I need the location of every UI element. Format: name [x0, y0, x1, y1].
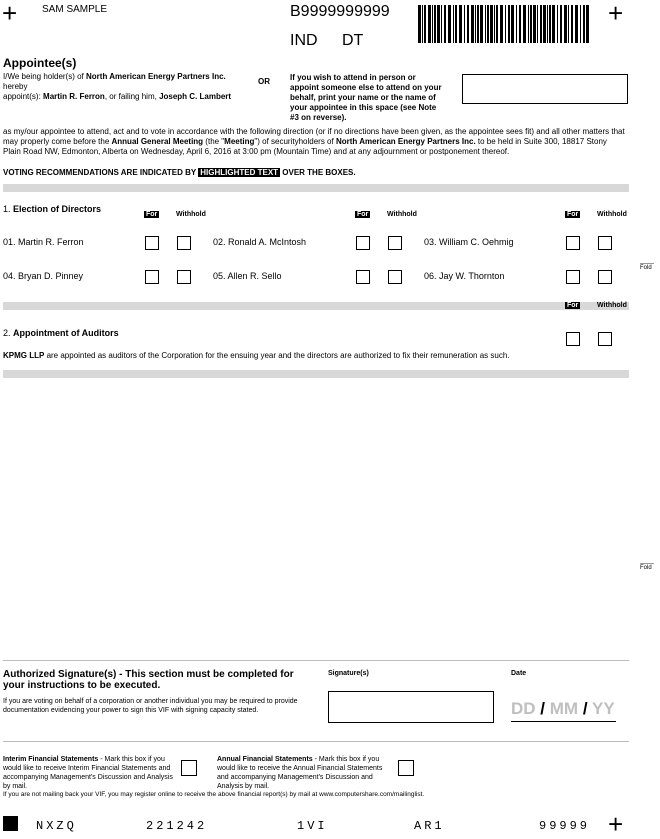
nominee-04-for-checkbox[interactable] [145, 270, 159, 284]
nominee-05-for-checkbox[interactable] [356, 270, 370, 284]
date-label: Date [511, 670, 527, 677]
fold-line-2 [640, 563, 654, 564]
auditors-for-label: For [567, 302, 579, 309]
election-title: 1. Election of Directors [3, 204, 102, 214]
nominee-01-for-checkbox[interactable] [145, 236, 159, 250]
meeting-description: as my/our appointee to attend, act and to vote in accordance with the following direction (or if no directions have been given, as the appointee sees fit) and all other matters that may properly come before the Annual General Meeting (the "Meeting") of securityholders of North American Energy Partners Inc. to be held in Suite 300, 18817 Stony Plain Road NW, Edmonton, Alberta on Wednesday, April 6, 2016 at 3:00 pm (Mountain Time) and at any adjournment or postponement thereof. [3, 127, 625, 156]
signature-input[interactable] [328, 691, 494, 723]
holder-name: SAM SAMPLE [42, 4, 108, 15]
registration-mark-top-left: + [2, 0, 18, 28]
nominee-05-withhold-checkbox[interactable] [388, 270, 402, 284]
nominee-02: 02. Ronald A. McIntosh [213, 237, 307, 247]
interim-financials-checkbox[interactable] [181, 760, 197, 776]
fold-line-1 [640, 263, 654, 264]
auditors-withhold-checkbox[interactable] [598, 332, 612, 346]
nominee-03-for-checkbox[interactable] [566, 236, 580, 250]
footer-code-2: 221242 [146, 819, 208, 833]
nominee-01: 01. Martin R. Ferron [3, 237, 84, 247]
voting-recommendations: VOTING RECOMMENDATIONS ARE INDICATED BY HIGHLIGHTED TEXT OVER THE BOXES. [3, 168, 356, 177]
date-separator-1: / [540, 699, 546, 718]
withhold-label-col1: Withhold [176, 211, 206, 218]
fold-label-1: Fold [640, 265, 652, 271]
nominee-03-withhold-checkbox[interactable] [598, 236, 612, 250]
date-separator-2: / [582, 699, 588, 718]
barcode [418, 5, 590, 43]
signature-note: If you are voting on behalf of a corporation or another individual you may be required to provide documentation evidencing your power to sign this VIF with signing capacity stated. [3, 698, 298, 714]
nominee-06-withhold-checkbox[interactable] [598, 270, 612, 284]
date-mm: MM [549, 699, 579, 718]
nominee-04-withhold-checkbox[interactable] [177, 270, 191, 284]
financials-divider [3, 741, 629, 742]
for-label-col2: For [357, 211, 369, 218]
signature-label: Signature(s) [328, 670, 369, 677]
footer-code-5: 99999 [539, 819, 591, 833]
online-registration-note: If you are not mailing back your VIF, you may register online to receive the above financial report(s) by mail at www.computershare.com/mailinglist. [3, 791, 425, 798]
signature-section-divider [3, 660, 629, 661]
auditors-title: 2. Appointment of Auditors [3, 328, 119, 338]
code-left: IND [290, 32, 318, 49]
date-underline [511, 721, 616, 722]
section-divider-3 [3, 370, 629, 378]
annual-financials-checkbox[interactable] [398, 760, 414, 776]
appointee-instruction: If you wish to attend in person or appoint someone else to attend on your behalf, print your name or the name of your appointee in this space (see Note #3 on reverse). [290, 73, 442, 122]
nominee-04: 04. Bryan D. Pinney [3, 271, 84, 281]
auditors-withhold-label: Withhold [597, 302, 627, 309]
fold-label-2: Fold [640, 565, 652, 571]
auditors-for-checkbox[interactable] [566, 332, 580, 346]
withhold-label-col2: Withhold [387, 211, 417, 218]
nominee-02-withhold-checkbox[interactable] [388, 236, 402, 250]
signature-title: Authorized Signature(s) - This section must be completed for your instructions to be executed. [3, 669, 294, 691]
code-right: DT [342, 32, 364, 49]
date-yy: YY [591, 699, 615, 718]
registration-square [3, 816, 18, 831]
footer-code-4: AR1 [414, 819, 445, 833]
section-divider-2 [3, 302, 629, 310]
nominee-06: 06. Jay W. Thornton [424, 271, 505, 281]
control-number: B9999999999 [290, 3, 390, 20]
withhold-label-col3: Withhold [597, 211, 627, 218]
for-label-col1: For [146, 211, 158, 218]
nominee-02-for-checkbox[interactable] [356, 236, 370, 250]
date-dd: DD [511, 699, 536, 718]
nominee-03: 03. William C. Oehmig [424, 237, 514, 247]
nominee-06-for-checkbox[interactable] [566, 270, 580, 284]
registration-mark-bottom-right: + [608, 809, 624, 839]
nominee-05: 05. Allen R. Sello [213, 271, 282, 281]
registration-mark-top-right: + [608, 0, 624, 28]
annual-financials-text: Annual Financial Statements - Mark this box if you would like to receive the Annual Financial Statements and accompanying Management's Discussion and Analysis by mail. [217, 756, 383, 790]
for-label-col3: For [567, 211, 579, 218]
section-divider-1 [3, 184, 629, 192]
nominee-01-withhold-checkbox[interactable] [177, 236, 191, 250]
interim-financials-text: Interim Financial Statements - Mark this box if you would like to receive Interim Financial Statements and accompanying Management's Discussion and Analysis by mail. [3, 756, 173, 790]
appointee-name-input[interactable] [462, 74, 628, 104]
or-label: OR [258, 77, 270, 86]
footer-code-3: 1VI [297, 819, 328, 833]
appointees-title: Appointee(s) [3, 56, 77, 70]
date-input[interactable] [511, 699, 615, 719]
appointees-text: I/We being holder(s) of North American Energy Partners Inc. hereby appoint(s): Martin R. Ferron, or failing him, Joseph C. Lambert [3, 72, 232, 101]
auditors-text: KPMG LLP are appointed as auditors of the Corporation for the ensuing year and the directors are authorized to fix their remuneration as such. [3, 351, 510, 360]
footer-code-1: NXZQ [36, 819, 77, 833]
